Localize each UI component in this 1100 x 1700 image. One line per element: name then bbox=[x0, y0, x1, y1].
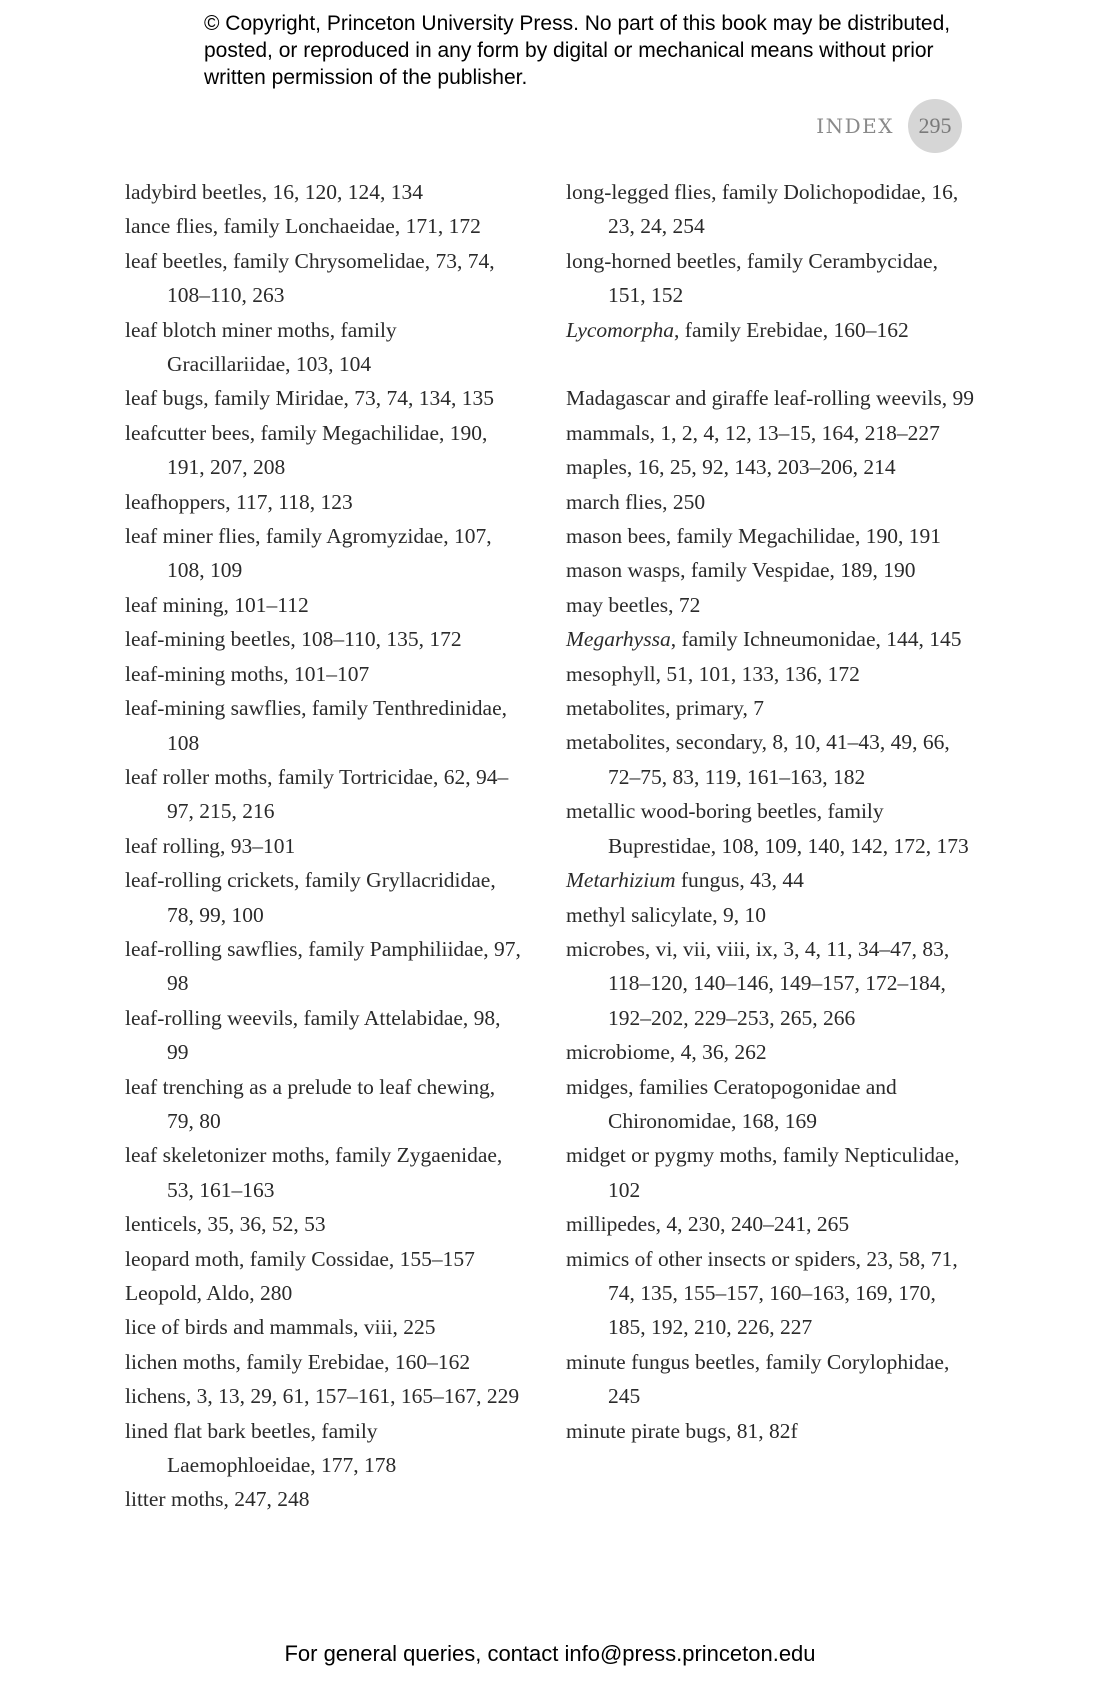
index-locators: , 81, 82f bbox=[726, 1418, 798, 1443]
index-term: march flies bbox=[566, 489, 663, 514]
index-term: leaf bugs bbox=[125, 386, 204, 411]
index-term: leafcutter bees bbox=[125, 420, 250, 445]
index-locators: , family Cossidae, 155–157 bbox=[239, 1246, 475, 1271]
index-entry bbox=[566, 1242, 974, 1345]
index-locators: , 16, 120, 124, 134 bbox=[261, 180, 423, 204]
index-entry bbox=[566, 450, 974, 484]
section-label: INDEX bbox=[816, 114, 894, 138]
index-term: leaf rolling bbox=[125, 833, 220, 858]
index-term: mesophyll bbox=[566, 661, 656, 686]
index-term: litter moths bbox=[125, 1487, 224, 1512]
index-term: Leopold, Aldo bbox=[125, 1281, 250, 1305]
index-entry bbox=[125, 588, 525, 622]
index-locators: , family Attelabidae, 98, 99 bbox=[167, 1005, 501, 1065]
index-entry bbox=[566, 519, 974, 553]
index-entry bbox=[125, 1242, 525, 1276]
index-locators: , 101–112 bbox=[223, 592, 309, 617]
index-locators: , family Lonchaeidae, 171, 172 bbox=[212, 214, 481, 239]
index-locators: , 101–107 bbox=[283, 661, 370, 686]
index-entry bbox=[566, 898, 974, 932]
index-entry bbox=[125, 209, 525, 243]
index-term: minute fungus beetles bbox=[566, 1349, 755, 1374]
index-term: leaf-mining sawflies bbox=[125, 696, 302, 721]
index-locators: , family Zygaenidae, 53, 161–163 bbox=[167, 1143, 503, 1202]
index-locators: , family Erebidae, 160–162 bbox=[235, 1349, 471, 1374]
index-term: lice of birds and mammals bbox=[125, 1315, 354, 1340]
index-entry bbox=[566, 1138, 974, 1207]
index-entry bbox=[125, 244, 525, 313]
index-term: leaf-rolling weevils bbox=[125, 1005, 293, 1030]
index-entry bbox=[566, 1070, 974, 1139]
index-entry bbox=[125, 1414, 525, 1483]
index-term: lance flies bbox=[125, 214, 213, 239]
index-entry bbox=[566, 313, 974, 347]
index-entry bbox=[125, 1310, 525, 1344]
index-locators: , family Miridae, 73, 74, 134, 135 bbox=[203, 386, 495, 411]
index-locators: , 8, 10, 41–43, 49, 66, 72–75, 83, 119, 161–163, 182 bbox=[608, 730, 950, 789]
index-term: lenticels bbox=[125, 1212, 197, 1237]
index-entry bbox=[125, 1138, 525, 1207]
index-entry bbox=[125, 829, 525, 863]
index-locators: , 247, 248 bbox=[223, 1487, 310, 1512]
index-term: leaf skeletonizer moths bbox=[125, 1143, 325, 1168]
index-entry bbox=[125, 519, 525, 588]
index-locators: , family Megachilidae, 190, 191 bbox=[665, 524, 941, 549]
index-locators: , 3, 13, 29, 61, 157–161, 165–167, 229 bbox=[185, 1384, 520, 1409]
index-entry bbox=[566, 657, 974, 691]
index-entry bbox=[125, 863, 525, 932]
index-entry bbox=[125, 932, 525, 1001]
index-locators: , family Buprestidae, 108, 109, 140, 142, 172, 173 bbox=[608, 799, 969, 858]
index-term: mason wasps bbox=[566, 558, 681, 583]
index-locators: , family Pamphiliidae, 97, 98 bbox=[167, 936, 521, 996]
index-locators: , 72 bbox=[668, 592, 701, 617]
index-column-left bbox=[125, 175, 525, 1517]
index-entry bbox=[566, 553, 974, 587]
index-locators: , 16, 25, 92, 143, 203–206, 214 bbox=[626, 455, 896, 480]
index-locators: , family Nepticulidae, 102 bbox=[608, 1143, 960, 1202]
index-locators: , family Cerambycidae, 151, 152 bbox=[608, 248, 938, 308]
index-entry bbox=[566, 244, 974, 313]
index-entry bbox=[566, 725, 974, 794]
index-term: microbes bbox=[566, 936, 645, 961]
index-locators: , 1, 2, 4, 12, 13–15, 164, 218–227 bbox=[649, 420, 940, 445]
index-term: long-legged flies bbox=[566, 180, 712, 204]
index-locators: , family Dolichopodidae, 16, 23, 24, 254 bbox=[608, 180, 959, 239]
index-locators: , family Agromyzidae, 107, 108, 109 bbox=[167, 524, 492, 583]
index-group-m bbox=[566, 381, 974, 1448]
index-entry bbox=[125, 1001, 525, 1070]
index-term: leaf-rolling sawflies bbox=[125, 936, 298, 961]
index-entry bbox=[566, 485, 974, 519]
index-locators: , family Vespidae, 189, 190 bbox=[680, 558, 916, 583]
index-entry bbox=[125, 1482, 525, 1516]
index-entry bbox=[125, 485, 525, 519]
index-entry bbox=[125, 175, 525, 209]
index-entry bbox=[566, 863, 974, 897]
index-term: ladybird beetles bbox=[125, 180, 262, 204]
index-group-l bbox=[566, 175, 974, 347]
index-entry bbox=[125, 381, 525, 415]
index-entry bbox=[125, 1345, 525, 1379]
index-term: metallic wood-boring beetles bbox=[566, 799, 817, 824]
index-locators: , family Laemophloeidae, 177, 178 bbox=[167, 1418, 397, 1478]
index-locators: , viii, 225 bbox=[353, 1315, 436, 1340]
index-term: leaf trenching as a prelude to leaf chewing bbox=[125, 1074, 490, 1099]
index-term: leaf-mining beetles bbox=[125, 627, 291, 652]
index-term: mimics of other insects or spiders bbox=[566, 1246, 856, 1271]
index-term: midges bbox=[566, 1074, 629, 1099]
index-term: leaf miner flies bbox=[125, 524, 256, 549]
index-locators: , family Gryllacrididae, 78, 99, 100 bbox=[167, 868, 496, 927]
index-term: methyl salicylate bbox=[566, 902, 713, 927]
index-locators: , 117, 118, 123 bbox=[225, 489, 353, 514]
index-locators: , family Erebidae, 160–162 bbox=[674, 317, 909, 342]
index-term: metabolites, primary bbox=[566, 696, 743, 721]
index-term: leaf beetles bbox=[125, 248, 223, 273]
index-entry bbox=[566, 175, 974, 244]
index-entry bbox=[125, 416, 525, 485]
index-entry bbox=[566, 1414, 974, 1448]
copyright-notice: © Copyright, Princeton University Press. No part of this book may be distributed, posted, or reproduced in any form by digital or mechanical means without prior written permission of the publisher. bbox=[204, 12, 951, 89]
index-term: leaf-mining moths bbox=[125, 661, 284, 686]
index-entry bbox=[125, 1070, 525, 1139]
index-term: Madagascar and giraffe leaf-rolling weevils bbox=[566, 386, 942, 411]
footer-contact: For general queries, contact info@press.princeton.edu bbox=[284, 1641, 816, 1666]
index-term: leopard moth bbox=[125, 1246, 240, 1271]
index-locators: , 108–110, 135, 172 bbox=[290, 627, 462, 652]
index-entry bbox=[566, 588, 974, 622]
index-term: Metarhizium bbox=[566, 868, 676, 893]
index-term: maples bbox=[566, 455, 627, 480]
index-locators: , family Ichneumonidae, 144, 145 bbox=[670, 627, 962, 652]
index-term: millipedes bbox=[566, 1212, 656, 1237]
index-entry bbox=[566, 1035, 974, 1069]
index-entry bbox=[566, 622, 974, 656]
index-locators: , family Tortricidae, 62, 94–97, 215, 216 bbox=[167, 764, 509, 824]
index-locators: , 35, 36, 52, 53 bbox=[196, 1212, 326, 1237]
index-entry bbox=[125, 313, 525, 382]
index-entry bbox=[566, 1207, 974, 1241]
index-locators: , family Chrysomelidae, 73, 74, 108–110, 263 bbox=[167, 248, 495, 308]
index-locators: , family Megachilidae, 190, 191, 207, 208 bbox=[167, 420, 488, 480]
index-term: leaf mining bbox=[125, 592, 224, 617]
letter-group-gap bbox=[566, 347, 974, 381]
index-locators: , 23, 58, 71, 74, 135, 155–157, 160–163, 169, 170, 185, 192, 210, 226, 227 bbox=[608, 1246, 958, 1340]
index-locators: , 9, 10 bbox=[712, 902, 767, 927]
index-locators: , 4, 36, 262 bbox=[669, 1040, 767, 1065]
index-entry bbox=[566, 416, 974, 450]
index-term: midget or pygmy moths bbox=[566, 1143, 773, 1168]
index-term: may beetles bbox=[566, 592, 669, 617]
index-entry bbox=[125, 760, 525, 829]
index-locators: fungus, 43, 44 bbox=[675, 868, 804, 893]
index-entry bbox=[125, 657, 525, 691]
page-number: 295 bbox=[908, 99, 962, 153]
index-entry bbox=[125, 691, 525, 760]
index-term: leaf blotch miner moths bbox=[125, 317, 330, 342]
index-entry bbox=[125, 1207, 525, 1241]
index-locators: , family Corylophidae, 245 bbox=[608, 1349, 950, 1409]
index-term: leaf-rolling crickets bbox=[125, 868, 294, 893]
index-locators: , 4, 230, 240–241, 265 bbox=[655, 1212, 850, 1237]
index-term: microbiome bbox=[566, 1040, 670, 1065]
index-locators: , 99 bbox=[941, 386, 974, 411]
index-locators: , family Tenthredinidae, 108 bbox=[167, 696, 508, 755]
index-entry bbox=[125, 1276, 525, 1310]
index-locators: , 93–101 bbox=[219, 833, 296, 858]
index-term: Megarhyssa bbox=[566, 627, 671, 652]
index-entry bbox=[566, 381, 974, 415]
index-entry bbox=[566, 1345, 974, 1414]
index-locators: , families Ceratopogonidae and Chironomidae, 168, 169 bbox=[608, 1074, 897, 1133]
index-term: Lycomorpha bbox=[566, 317, 675, 342]
index-term: lichen moths bbox=[125, 1349, 236, 1374]
index-locators: , 51, 101, 133, 136, 172 bbox=[655, 661, 860, 686]
index-term: minute pirate bugs bbox=[566, 1418, 727, 1443]
index-locators: , 280 bbox=[249, 1281, 293, 1305]
index-entry bbox=[566, 794, 974, 863]
index-entry bbox=[566, 932, 974, 1035]
index-locators: , 79, 80 bbox=[167, 1074, 496, 1133]
index-locators: , family Gracillariidae, 103, 104 bbox=[167, 317, 397, 377]
index-entry bbox=[125, 622, 525, 656]
index-term: metabolites, secondary bbox=[566, 730, 762, 755]
index-term: leafhoppers bbox=[125, 489, 226, 514]
index-term: leaf roller moths bbox=[125, 764, 268, 789]
index-term: lined flat bark beetles bbox=[125, 1418, 311, 1443]
index-locators: , vi, vii, viii, ix, 3, 4, 11, 34–47, 83, 118–120, 140–146, 149–157, 172–184, 192–202, 229–253, 265, 266 bbox=[608, 936, 950, 1030]
index-term: mason bees bbox=[566, 524, 666, 549]
running-head bbox=[780, 100, 962, 152]
index-entry bbox=[566, 691, 974, 725]
index-term: lichens bbox=[125, 1384, 186, 1409]
index-column-right bbox=[566, 175, 974, 1448]
index-locators: , 7 bbox=[742, 696, 765, 721]
index-term: long-horned beetles bbox=[566, 248, 737, 273]
index-entry bbox=[125, 1379, 525, 1413]
index-locators: , 250 bbox=[662, 489, 706, 514]
index-term: mammals bbox=[566, 420, 650, 445]
